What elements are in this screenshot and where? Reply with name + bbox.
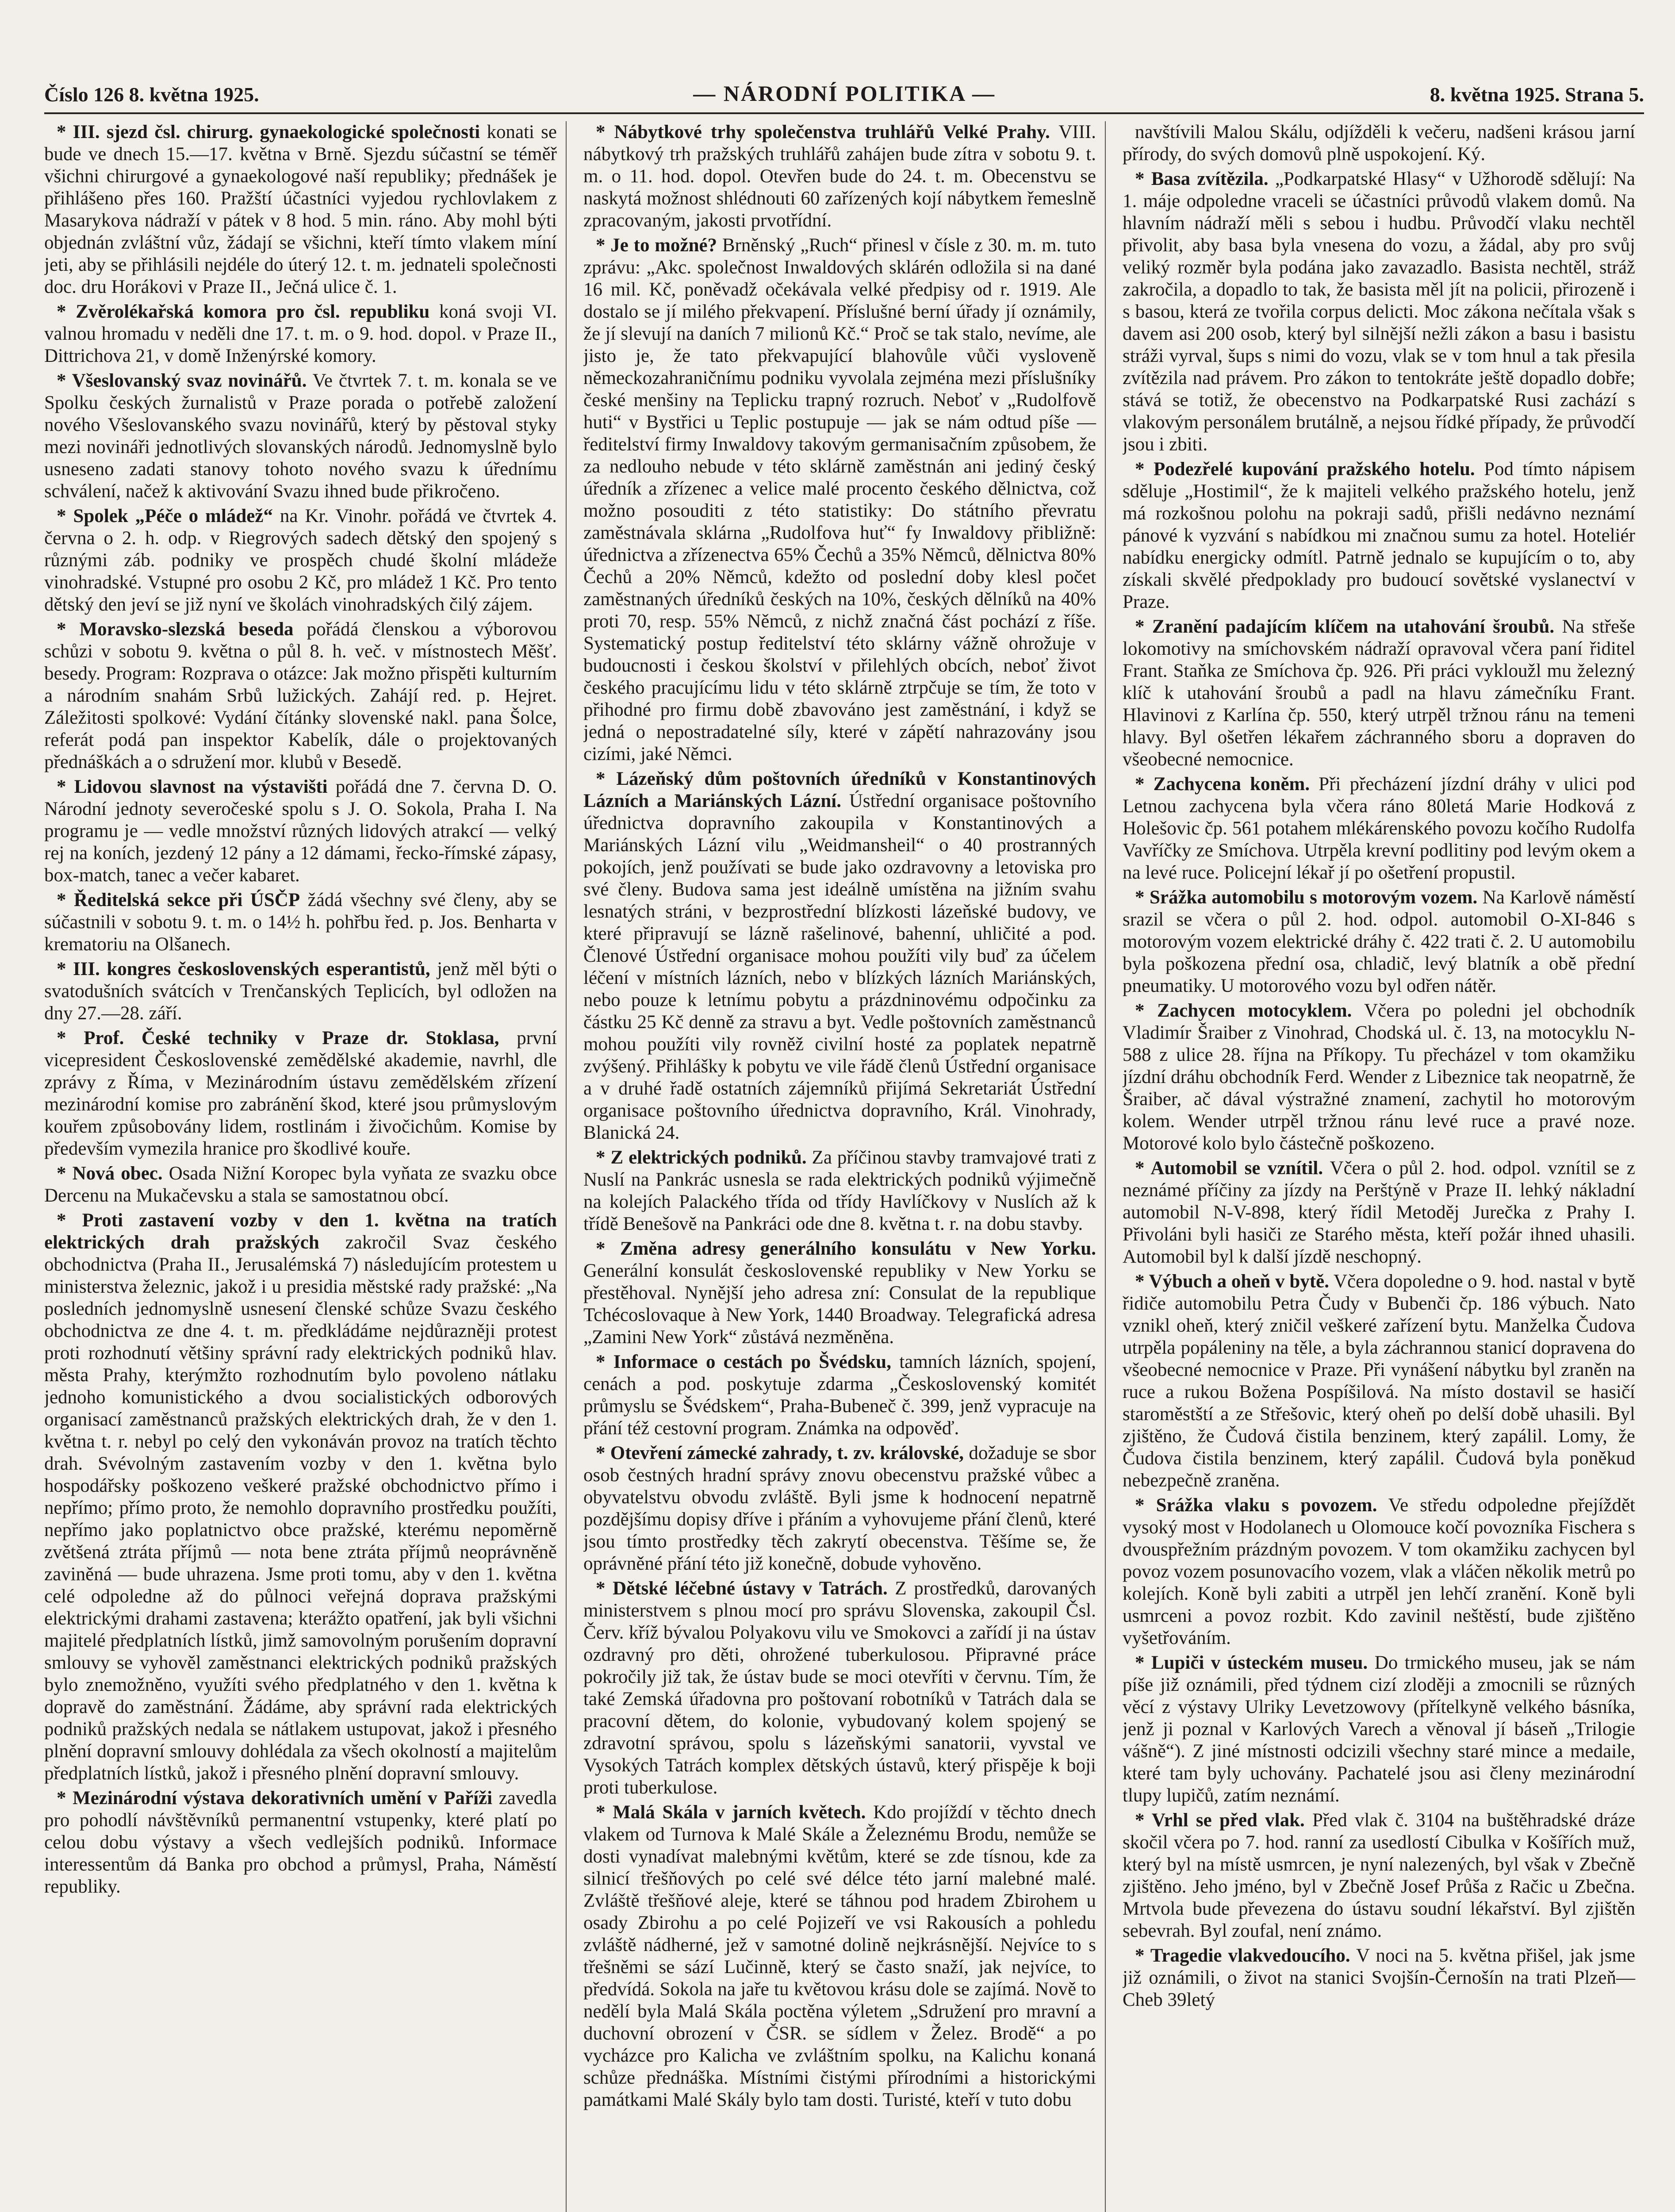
article-headline: * Moravsko-slezská beseda	[57, 619, 294, 640]
article-body: Včera o půl 2. hod. odpol. vznítil se z neznámé příčiny za jízdy na Perštýně v Praze II. lehký nákladní automobil N-V-898, který řídil Metoděj Jurečka z Prahy I. Přivoláni byli hasiči ze Starého města, kteří požár ihned uhasili. Automobil byl k další jízdě neschopný.	[1123, 1158, 1635, 1267]
news-article	[1123, 1494, 1635, 1649]
article-headline: * Vrhl se před vlak.	[1135, 1810, 1305, 1831]
page-info: 8. května 1925. Strana 5.	[1430, 83, 1644, 106]
article-headline: * Automobil se vznítil.	[1135, 1158, 1323, 1179]
news-article	[44, 505, 557, 616]
column-1	[44, 121, 567, 2212]
news-article	[44, 1787, 557, 1898]
article-headline: * Lázeňský dům poštovních úředníků v Konstantinových Lázních a Mariánských Lázní.	[583, 768, 1096, 811]
news-article	[44, 1210, 557, 1785]
news-article	[1123, 1157, 1635, 1268]
newspaper-title: — NÁRODNÍ POLITIKA —	[693, 81, 996, 106]
article-headline: * Proti zastavení vozby v den 1. května na tratích elektrických drah pražských	[44, 1210, 557, 1253]
article-body: Na Karlově náměstí srazil se včera o půl 2. hod. odpol. automobil O-XI-846 s motorovým vozem elektrické dráhy č. 422 trati č. 2. U automobilu byla poškozena přední osa, chladič, levý blatník a obě přední pneumatiky. U motorového vozu byl odřen nátěr.	[1123, 887, 1635, 996]
article-headline: * Zranění padajícím klíčem na utahování šroubů.	[1135, 616, 1555, 637]
news-article	[583, 1147, 1096, 1235]
news-article	[583, 121, 1096, 232]
article-body: Ve středu odpoledne přejíždět vysoký most v Hodolanech u Olomouce kočí povozníka Fischera s dvouspřežním prázdným povozem. V tom okamžiku zachycen byl povoz vozem posunovacího vozem, vlak a vláčen několik metrů po kolejích. Koně byli zabiti a utrpěl jen lehčí zranění. Koně byli usmrceni a povoz rozbit. Kdo zavinil neštěstí, bude zjištěno vyšetřováním.	[1123, 1495, 1635, 1648]
news-article	[583, 1801, 1096, 2111]
article-headline: * Srážka vlaku s povozem.	[1135, 1495, 1377, 1516]
news-article	[583, 234, 1096, 765]
article-body: V noci na 5. května přišel, jak jsme již oznámili, o život na stanici Svojšín-Černošín na trati Plzeň—Cheb 39letý	[1123, 1945, 1635, 2010]
article-headline: * Lupiči v ústeckém museu.	[1135, 1652, 1368, 1673]
issue-info: Číslo 126 8. května 1925.	[44, 83, 259, 106]
article-headline: * Nábytkové trhy společenstva truhlářů Velké Prahy.	[596, 122, 1050, 142]
article-body: konati se bude ve dnech 15.—17. května v Brně. Sjezdu súčastní se téměř všichni chirurgové a gynaekologové naší republiky; přednášek je přihlášeno přes 160. Pražští účastníci vyjedou rychlovlakem z Masarykova nádraží v pátek v 8 hod. 5 min. ráno. Aby mohl býti objednán zvláštní vůz, žádají se všichni, kteří tímto vlakem míní jeti, aby se přihlásili nejdéle do úterý 12. t. m. jednateli společnosti doc. dru Horákovi v Praze II., Ječná ulice č. 1.	[44, 122, 557, 297]
article-body: Z prostředků, darovaných ministerstvem s plnou mocí pro správu Slovenska, zakoupil Čsl. Červ. kříž bývalou Polyakovu vilu ve Smokovci a zařídí ji na ústav ozdravný pro děti, ohrožené tuberkulosou. Připravné práce pokročily již tak, že ústav bude se moci otevříti v červnu. Tím, že také Zemská úřadovna pro poštovaní robotníků v Tatrách dala se pracovní dětem, do kolonie, vybudovaný kolem spojený se zdravotní správou, spolu s lázeňskými sanatorii, vyvstal ve Vysokých Tatrách komplex dětských ústavů, který přispěje k boji proti tuberkulose.	[583, 1578, 1096, 1798]
article-body: Za příčinou stavby tramvajové trati z Nuslí na Pankrác usnesla se rada elektrických podniků výjimečně na kolejích Palackého třída od třídy Havlíčkovy v Nuslích až k třídě Benešově na Pankráci ode dne 8. května t. r. na dobu stavby.	[583, 1147, 1096, 1234]
article-body: tamních lázních, spojení, cenách a pod. poskytuje zdarma „Československý komitét průmyslu se Švédskem“, Praha-Bubeneč č. 399, jenž vypracuje na přání též cestovní program. Známka na odpověď.	[583, 1352, 1096, 1439]
article-headline: * Dětské léčebné ústavy v Tatrách.	[596, 1578, 888, 1599]
news-article	[1123, 1809, 1635, 1942]
article-body: dožaduje se sbor osob čestných hradní správy znovu obecenstvu pražské vůbec a obyvatelstvu obvodu zvláště. Byli jsme k hodnocení nepatrně pozdějšímu dopisy dříve i přáním a vyhovujeme přání členů, které jsou tímto prostředky těch zakrytí obecenstva. Těšíme se, že oprávněné přání této již konečně, dobude vyhověno.	[583, 1443, 1096, 1574]
article-body: „Podkarpatské Hlasy“ v Užhorodě sdělují: Na 1. máje odpoledne vraceli se účastníci průvodů vlakem domů. Na hlavním nádraží měli s sebou i hudbu. Průvodčí vlaku nechtěl přivolit, aby basa byla vnesena do vozu, a žádal, aby pro svůj veliký rozměr byla podána jako zavazadlo. Basista nechtěl, stráž zakročila, a dopadlo to tak, že basista měl jít na policii, přirozeně i s basou, která ze tvořila corpus delicti. Moc zákona nečítala však s davem asi 200 osob, který byl silnější nežli zákon a basu i basistu stráži vyrval, šups s nimi do vozu, vlak se v tom hnul a tak přesila zvítězila nad právem. Pro zákon to tentokráte ještě dopadlo dobře; stává se totiž, že obecenstvo na Podkarpatské Rusi zachází s vlakovým personálem brutálně, a nejsou řídké případy, že průvodčí jsou i zbiti.	[1123, 169, 1635, 455]
news-article	[1123, 887, 1635, 997]
article-body: Před vlak č. 3104 na buštěhradské dráze skočil včera po 7. hod. ranní za usedlostí Cibulka v Košířích muž, který byl na místě usmrcen, je nyní nalezených, byl však v Zbečně zjištěno. Jeho jméno, byl v Zbečně Josef Průša z Račic u Zbečna. Mrtvola bude převezena do ústavu soudní lékařství. Byl zjištěn sebevrah. Byl zoufal, není známo.	[1123, 1810, 1636, 1941]
article-headline: * Informace o cestách po Švédsku,	[596, 1352, 891, 1372]
news-article	[1123, 1652, 1635, 1807]
article-headline: * Prof. České techniky v Praze dr. Stoklasa,	[57, 1028, 499, 1048]
columns	[44, 121, 1644, 2212]
article-body: Kdo projíždí v těchto dnech vlakem od Turnova k Malé Skále a Železnému Brodu, nemůže se dosti vynadívat malebnými květům, které se zde tísnou, kde za silnicí třešňových po celé své délce této jarní malebné malé. Zvláště třešňové aleje, které se táhnou pod hradem Zbirohem u osady Zbirohu a po celé Pojizeří ve vsi Rakousích a pohledu zvláště nádherné, jež v samotné dolině nejkrásnější. Nejvíce to s třešněmi se sází Lučinně, který se často snaží, jak nejvíce, to předvídá. Sokola na jaře tu květovou krásu dole se zajímá. Nově to nedělí byla Malá Skála poctěna výletem „Sdružení pro mravní a duchovní obrození v ČSR. se sídlem v Želez. Brodě“ a po vycházce pro Kalicha ve zvláštním spolku, na Kalichu konaná schůze přednáška. Místními čistými přírodními a historickými památkami Malé Skály bylo tam dosti. Turisté, kteří v tuto dobu	[583, 1802, 1096, 2110]
news-article	[1123, 168, 1635, 456]
article-body: Včera dopoledne o 9. hod. nastal v bytě řidiče automobilu Petra Čudy v Bubenči čp. 186 výbuch. Nato vznikl oheň, který zničil veškeré zařízení bytu. Manželka Čudova utrpěla popáleniny na těle, a byla záchrannou stanicí dopravena do všeobecné nemocnice v Praze. Při vynášení nábytku byl zraněn na ruce a rukou Božena Pospíšilová. Na místo dostavil se hasičí staroměstští a ze Střešovic, který oheň po delší době uhasili. Byl zjištěno, že Čudová čistila benzinem, který zapálil. Lomy, že Čudova čistila benzinem, který zapálil. Čudová byla poněkud nebezpečně zraněna.	[1123, 1271, 1635, 1491]
article-body: Ústřední organisace poštovního úřednictva dopravního zakoupila v Konstantinových a Mariánských Lázní vilu „Weidmansheil“ o 40 prostranných pokojích, jenž používati se bude jako ozdravovny a letoviska pro své členy. Budova sama jest ideálně umístěna na jižním svahu lesnatých stráni, v bezprostřední blízkosti lázeňské budovy, ve které připravují se lázně rašelinové, bahenní, uhličité a pod. Členové Ústřední organisace mohou použíti vily buď za účelem léčení v místních lázních, nebo v blízkých lázních Mariánských, nebo pouze k letnímu pobytu a prázdninovému odpočinku za částku 25 Kč denně za stravu a byt. Vedle poštovních zaměstnanců mohou použíti vily rovněž civilní hosté za poplatek nepatrně zvýšený. Přihlášky k pobytu ve vile řádě členů Ústřední organisace a v druhé řadě ostatních zájemníků přijímá Sekretariát Ústřední organisace poštovního úřednictva dopravního, Král. Vinohrady, Blanická 24.	[583, 791, 1096, 1143]
column-2	[583, 121, 1106, 2212]
article-body: VIII. nábytkový trh pražských truhlářů zahájen bude zítra v sobotu 9. t. m. o 11. hod. dopol. Otevřen bude do 24. t. m. Obecenstvu se naskytá možnost shlédnouti 60 zařízených kojí nábytkem řemeslně zpracovaným, jakosti prvotřídní.	[583, 122, 1096, 231]
article-headline: * Lidovou slavnost na výstavišti	[57, 776, 328, 797]
article-headline: * Nová obec.	[57, 1163, 163, 1184]
news-article	[1123, 458, 1635, 613]
article-body: pořádá dne 7. června D. O. Národní jednoty severočeské spolu s J. O. Sokola, Praha I. Na programu je — vedle množství různých lidových atrakcí — velký rej na koních, jezdený 12 pány a 12 dámami, řecko-římské zápasy, box-match, tanec a večer kabaret.	[44, 776, 557, 886]
article-body: Do trmického museu, jak se nám píše již oznámili, před týdnem cizí zloději a zmocnili se různých věcí z výstavy Ulriky Levetzowovy (přítelkyně velkého básníka, jenž ji poznal v Karlových Varech a věnoval jí báseň „Trilogie vášně“). Z jiné místnosti odcizili všechny staré mince a medaile, které tam byly uchovány. Pachatelé jsou asi členy mezinárodní tlupy lupičů, zatím neznámí.	[1123, 1652, 1635, 1806]
article-headline: * Ředitelská sekce při ÚSČP	[57, 890, 300, 910]
article-headline: * Podezřelé kupování pražského hotelu.	[1135, 459, 1475, 480]
news-article	[1123, 121, 1635, 165]
article-body: na Kr. Vinohr. pořádá ve čtvrtek 4. června o 2. h. odp. v Riegrových sadech dětský den spojený s různými záb. podniky ve prospěch chudé školní mládeže vinohradské. Vstupné pro osobu 2 Kč, pro mládež 1 Kč. Pro tento dětský den jeví se již nyní ve školách vinohradských čilý zájem.	[44, 506, 557, 615]
article-headline: * Tragedie vlakvedoucího.	[1135, 1945, 1350, 1966]
article-body: první vicepresident Československé zemědělské akademie, navrhl, dle zprávy z Říma, v Mezinárodním ústavu zemědělském zřízení mezinárodní komise pro zabránění škod, které jsou průmyslovým kouřem způsobovány lidem, rostlinám i živočichům. Komise by především vymezila hranice pro škodlivé kouře.	[44, 1028, 557, 1159]
article-headline: * Spolek „Péče o mládež“	[57, 506, 273, 526]
news-article	[44, 1163, 557, 1207]
news-article	[44, 1027, 557, 1160]
news-article	[44, 776, 557, 887]
article-body: Brněnský „Ruch“ přinesl v čísle z 30. m. m. tuto zprávu: „Akc. společnost Inwaldových sklárén odložila si na dané 16 mil. Kč, poněvadž očekávala velké předpisy od r. 1919. Ale dostalo se jí milého překvapení. Příslušné berní úřady jí oznámily, že jí slevují na daních 7 milionů Kč.“ Proč se tak stalo, nevíme, ale jisto je, že tato překvapující blahovůle vůči vysloveně německozahraničnímu podniku vyvolala zejména mezi příslušníky české menšiny na Teplicku trapný rozruch. Neboť v „Rudolfově huti“ v Bystřici u Teplic postupuje — jak se nám odtud píše — ředitelství firmy Inwaldovy takovým germanisačním způsobem, že za nedlouho nebude v této sklárně zaměstnán ani jediný český úředník a zřízenec a velice malé procento českého dělnictva, což možno posouditi z této statistiky: Do státního převratu zaměstnávala sklárna „Rudolfova huť“ fy Inwaldovy přibližně: úřednictva a zřízenectva 65% Čechů a 35% Němců, dělnictva 80% Čechů a 20% Němců, kdežto od poslední doby klesl počet zaměstnaných úředníků českých na 10%, českých dělníků na 40% proti 70, resp. 55% Němců, z nichž značná část pochází z říše. Systematický postup ředitelství této sklárny vážně ohrožuje v budoucnosti i českou školství v přilehlých obcích, neboť život českého pracujícímu lidu v této sklárně ztrpčuje se tím, že toto v přihodné pro firmu době zbavováno jest zaměstnání, i když se jedná o nepostradatelné síly, které v zápětí nahrazovány jsou cizími, jaké Němci.	[583, 235, 1096, 764]
article-headline: * III. kongres československých esperantistů,	[57, 959, 430, 979]
article-headline: * Srážka automobilu s motorovým vozem.	[1135, 887, 1478, 908]
article-body: Včera po poledni jel obchodník Vladimír Šraiber z Vinohrad, Chodská ul. č. 13, na motocyklu N-588 z ulice 28. října na Příkopy. Tu přecházel v tom okamžiku jízdní dráhu obchodník Ferd. Wender z Libeznice tak neopatrně, že Šraiber, ač dával výstražné znamení, zachytil ho motorovým kolem. Wender utrpěl tržnou ránu levé ruce a pravé noze. Motorové kolo bylo částečně poškozeno.	[1123, 1000, 1635, 1154]
article-headline: * Z elektrických podniků.	[596, 1147, 807, 1168]
article-body: Generální konsulát československé republiky v New Yorku se přestěhoval. Nynější jeho adresa zní: Consulat de la republique Tchécoslovaque à New York, 1440 Broadway. Telegrafická adresa „Zamini New York“ zůstává nezměněna.	[583, 1260, 1096, 1348]
article-headline: * Zvěrolékařská komora pro čsl. republiku	[57, 301, 430, 322]
article-headline: * Všeslovanský svaz novinářů.	[57, 370, 307, 391]
news-article	[1123, 1945, 1635, 2011]
article-headline: * Výbuch a oheň v bytě.	[1135, 1271, 1329, 1292]
article-headline: * Zachycen motocyklem.	[1135, 1000, 1352, 1021]
news-article	[44, 618, 557, 773]
article-body: koná svoji VI. valnou hromadu v neděli dne 17. t. m. o 9. hod. dopol. v Praze II., Dittrichova 21, v domě Inženýrské komory.	[44, 301, 557, 366]
article-headline: * Změna adresy generálního konsulátu v New Yorku.	[596, 1238, 1096, 1259]
article-headline: * Zachycena koněm.	[1135, 774, 1310, 795]
article-headline: * Mezinárodní výstava dekorativních umění v Paříži	[57, 1788, 493, 1809]
news-article	[583, 1442, 1096, 1575]
news-article	[1123, 773, 1635, 884]
article-body: Při přecházení jízdní dráhy v ulici pod Letnou zachycena byla včera ráno 80letá Marie Hodková z Holešovic čp. 561 potahem mlékárenského povozu kočího Rudolfa Vavříčky ze Smíchova. Utrpěla krevní podlitiny pod levým okem a na levé ruce. Policejní lékař jí po ošetření propustil.	[1123, 774, 1636, 883]
article-body: Pod tímto nápisem sděluje „Hostimil“, že k majiteli velkého pražského hotelu, jenž má rozkošnou polohu na pokraji sadů, přišli nedávno neznámí pánové k vyzvání s nabídkou mi značnou sumu za hotel. Hoteliér nabídku energicky odmítl. Patrně jednalo se kupujícím o to, aby získali skvělé předpoklady pro budoucí sovětské vyslanectví v Praze.	[1123, 459, 1635, 612]
news-article	[583, 1238, 1096, 1348]
article-body: Ve čtvrtek 7. t. m. konala se ve Spolku českých žurnalistů v Praze porada o potřebě založení nového Všeslovanského svazu novinářů, který by pěstoval styky mezi novináři jednotlivých slovanských národů. Jednomyslně bylo usneseno zadati stanovy tohoto nového svazu k úřednímu schválení, načež k aktivování Svazu ihned bude přikročeno.	[44, 370, 557, 502]
news-article	[44, 958, 557, 1025]
news-article	[1123, 1271, 1635, 1492]
article-body: Na střeše lokomotivy na smíchovském nádraží opravoval včera paní řiditel Frant. Staňka ze Smíchova čp. 926. Při práci vykloužl mu železný klíč k utahování šroubů a padl na hlavu zámečníku Frant. Hlavinovi z Karlína čp. 550, který utrpěl tržnou ránu na temeni hlavy. Byl ošetřen lékařem záchranného sboru a dopraven do všeobecné nemocnice.	[1123, 616, 1635, 770]
news-article	[1123, 1000, 1635, 1155]
article-body: zakročil Svaz českého obchodnictva (Praha II., Jerusalémská 7) následujícím protestem u ministerstva železnic, jakož i u presidia městské rady pražské: „Na posledních jednomyslně usnesení členské schůze Svazu českého obchodnictva ze dne 4. t. m. předkládáme nejdůrazněji protest proti rozhodnutí většiny správní rady elektrických podniků hlav. města Prahy, kterýmžto rozhodnutím bylo povoleno nátlaku jednoho komunistického a dvou socialistických odborových organisací zaměstnanců pražských elektrických drah, že v den 1. května t. r. nebyl po celý den vykonáván provoz na tratích těchto drah. Svévolným zastavením vozby v den 1. května bylo hospodářsky poškozeno veškeré pražské obchodnictvo přímo i nepřímo; přímo proto, že nemohlo dopravního prostředku použíti, nepřímo jako poplatnictvo obce pražské, kterému nepoměrně zvětšená ztráta příjmů — nota bene ztráta příjmů neoprávněně zaviněná — bude uhrazena. Jsme proti tomu, aby v den 1. května celé odpoledne až do půlnoci veřejná doprava pražskými elektrickými drahami zastavena; kterážto opatření, jak byli všichni majitelé předplatních lístků, jimž samovolným porušením dopravní smlouvy se vyhověl zaměstnanci elektrických podniků pražských bylo znemožněno, využíti svého předplatného v den 1. května k dopravě do zaměstnání. Žádáme, aby správní rada elektrických podniků pražských nedala se nátlakem ustupovat, jakož i přesného plnění dopravní smlouvy dohlédala za všech okolností a majitelům předplatních lístků, jakož i přesného plnění dopravní smlouvy.	[44, 1232, 557, 1784]
article-body: pořádá členskou a výborovou schůzi v sobotu 9. května o půl 8. h. več. v místnostech Měšť. besedy. Program: Rozprava o otázce: Jak možno přispěti kulturním a národním snahám Srbů lužických. Zahájí red. p. Hejret. Záležitosti spolkové: Vydání čítánky slovenské nakl. pana Šolce, referát podá pan inspektor Kabelík, dále o projektovaných přednáškách a o sdružení mor. klubů v Besedě.	[44, 619, 557, 772]
article-body: žádá všechny své členy, aby se súčastnili v sobotu 9. t. m. o 14½ h. pohřbu řed. p. Jos. Benharta v krematoriu na Olšanech.	[44, 890, 557, 955]
article-body: Osada Nižní Koropec byla vyňata ze svazku obce Dercenu na Mukačevsku a stala se samostatnou obcí.	[44, 1163, 557, 1206]
article-body: jenž měl býti o svatodušních svátcích v Trenčanských Teplicích, byl odložen na dny 27.—28. září.	[44, 959, 557, 1024]
article-headline: * Otevření zámecké zahrady, t. zv. královské,	[596, 1443, 964, 1463]
article-body: zavedla pro pohodlí návštěvníků permanentní vstupenky, které platí po celou dobu výstavy a všech vedlejších podniků. Informace interessentům dá Banka pro obchod a průmysl, Praha, Náměstí republiky.	[44, 1788, 557, 1897]
column-3	[1123, 121, 1644, 2212]
article-body: navštívili Malou Skálu, odjížděli k večeru, nadšeni krásou jarní přírody, do svých domovů plně uspokojení. Ký.	[1123, 122, 1635, 165]
page-header	[44, 75, 1644, 114]
news-article	[44, 370, 557, 503]
news-article	[1123, 616, 1635, 771]
article-headline: * III. sjezd čsl. chirurg. gynaekologické společnosti	[57, 122, 480, 142]
article-headline: * Malá Skála v jarních květech.	[596, 1802, 866, 1823]
article-headline: * Je to možné?	[596, 235, 717, 256]
news-article	[583, 1351, 1096, 1440]
news-article	[44, 121, 557, 298]
news-article	[44, 301, 557, 367]
article-headline: * Basa zvítězila.	[1135, 169, 1269, 189]
news-article	[44, 889, 557, 956]
news-article	[583, 768, 1096, 1144]
news-article	[583, 1578, 1096, 1799]
